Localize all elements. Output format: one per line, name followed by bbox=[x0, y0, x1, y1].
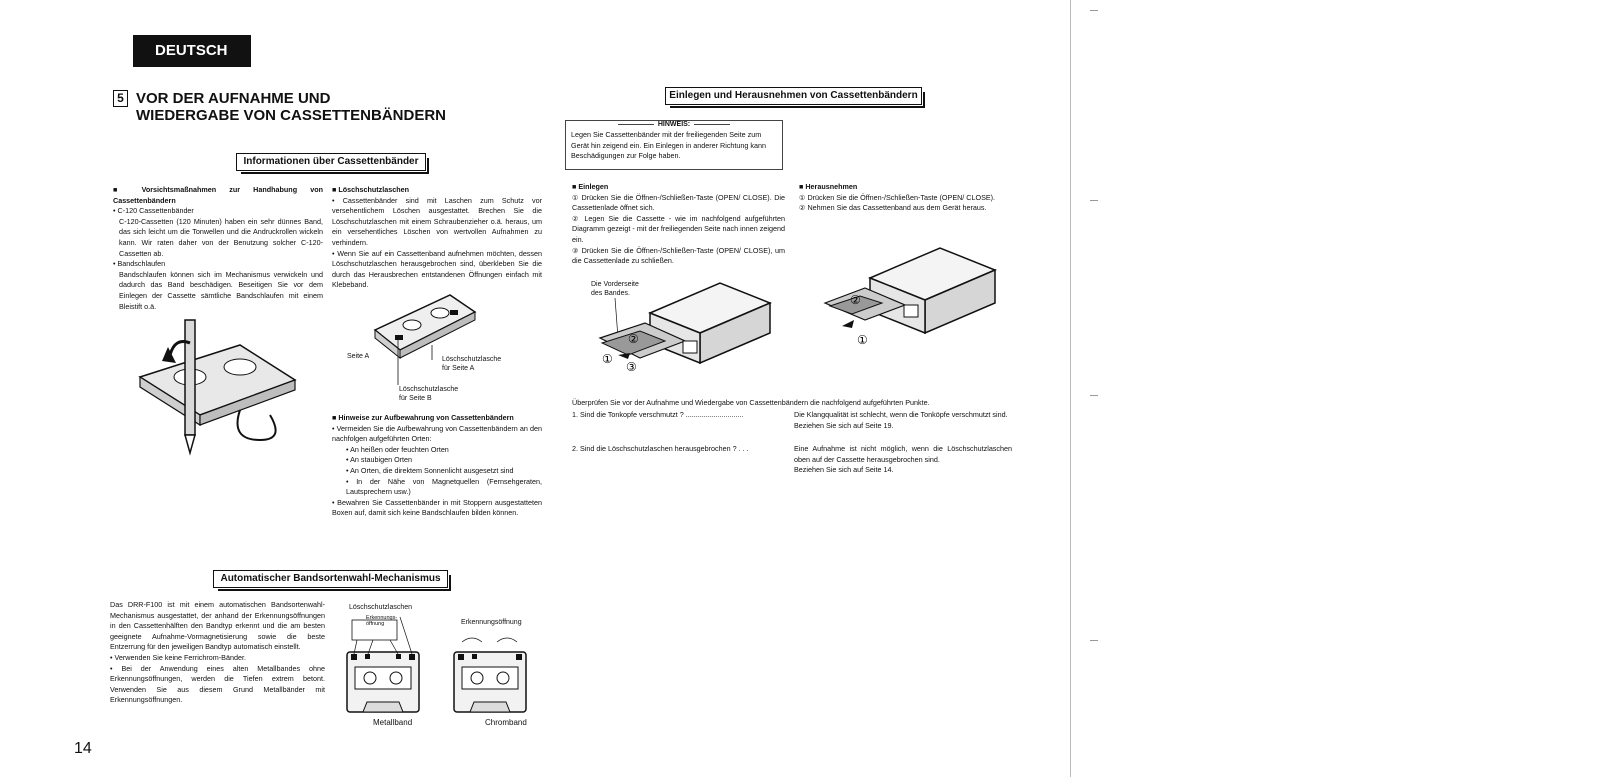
auto-text bbox=[110, 600, 325, 706]
protection-text bbox=[332, 185, 542, 291]
language-tab: DEUTSCH bbox=[133, 35, 251, 67]
einlegen-step1: ① Drücken Sie die Öffnen-/Schließen-Taste (OPEN/ CLOSE). Die Cassettenlade öffnet sich. bbox=[572, 192, 785, 213]
fig-tab-b-label bbox=[399, 385, 458, 403]
handling-heading: ■ Vorsichtsmaßnahmen zur Handhabung von Cassettenbändern bbox=[113, 185, 323, 205]
fig-side-a-label: Seite A bbox=[347, 353, 370, 360]
einlegen-heading: ■ Einlegen bbox=[572, 182, 609, 191]
c120-title: • C-120 Cassettenbänder bbox=[113, 206, 194, 216]
edge-tick bbox=[1090, 10, 1098, 11]
edge-tick bbox=[1090, 200, 1098, 201]
herausnehmen-step1: ① Drücken Sie die Öffnen-/Schließen-Taste (OPEN/ CLOSE). bbox=[799, 192, 996, 202]
deck-eject-illustration bbox=[820, 248, 1000, 353]
herausnehmen-heading: ■ Herausnehmen bbox=[799, 182, 858, 191]
hinweis-box bbox=[565, 120, 783, 170]
storage-s2: • Bewahren Sie Cassettenbänder in mit Stoppern ausgestatteten Boxen auf, damit sich keine Bandschlaufen bilden können. bbox=[332, 497, 542, 518]
fig-erk-label: Erkennungsöffnung bbox=[461, 619, 522, 626]
auto-b2: • Bei der Anwendung eines alten Metallbandes ohne Erkennungsöffnungen, werden die Tiefen extrem betont. Verwenden Sie aus diesem Grund Metallbänder mit Erkennungsöffnungen. bbox=[110, 663, 325, 705]
fig-erk-small-line2: öffnung bbox=[366, 621, 385, 627]
page-edge-divider bbox=[1070, 0, 1071, 777]
caption-metal: Metallband bbox=[373, 718, 413, 727]
chrome-cassette-illustration bbox=[452, 620, 532, 720]
circle-1-label: ① bbox=[602, 352, 613, 366]
caption-chrom: Chromband bbox=[485, 718, 527, 727]
pencil-cassette-illustration bbox=[130, 315, 300, 460]
section-title-line1: VOR DER AUFNAHME UND bbox=[136, 90, 331, 107]
loops-title: • Bandschlaufen bbox=[113, 259, 166, 269]
check-a1-ref: Beziehen Sie sich auf Seite 19. bbox=[794, 420, 894, 430]
storage-s1b: • An staubigen Orten bbox=[346, 455, 413, 465]
storage-s1d: • In der Nähe von Magnetquellen (Fernsehgeraten, Lautsprechern usw.) bbox=[346, 476, 542, 497]
storage-s1: • Vermeiden Sie die Aufbewahrung von Cassettenbändern an den nachfolgen aufgeführten Orten: bbox=[332, 423, 542, 444]
check-a2-ref: Beziehen Sie sich auf Seite 14. bbox=[794, 465, 894, 475]
handling-text bbox=[113, 185, 323, 312]
page-number: 14 bbox=[74, 740, 92, 757]
auto-heading: Automatischer Bandsortenwahl-Mechanismus bbox=[213, 570, 448, 588]
load-heading: Einlegen und Herausnehmen von Cassettenbändern bbox=[665, 87, 922, 105]
section-number: 5 bbox=[113, 90, 128, 107]
fig-loesch-label: Löschschutzlaschen bbox=[349, 604, 413, 611]
check-a2 bbox=[794, 444, 1012, 476]
herausnehmen-text bbox=[799, 182, 1014, 214]
check-q2: 2. Sind die Löschschutzlaschen herausgebrochen ? . . . bbox=[572, 444, 749, 453]
herausnehmen-step2: ② Nehmen Sie das Cassettenband aus dem Gerät heraus. bbox=[799, 203, 987, 213]
fig-front-line2: des Bandes. bbox=[591, 290, 630, 297]
c120-text: C-120-Cassetten (120 Minuten) haben ein sehr dünnes Band, das sich leicht um die Tonwellen und die Andruckrollen wickeln kann. Wir raten daher von der Benutzung solcher C-120-Cassetten ab. bbox=[119, 216, 323, 258]
loops-text: Bandschlaufen können sich im Mechanismus verwickeln und dadurch das Band beschädigen. Beseitigen Sie vor dem Einlegen der Cassette sämtliche Bandschlaufen mit einem Bleistift o.ä. bbox=[119, 269, 323, 311]
info-heading: Informationen über Cassettenbänder bbox=[236, 153, 426, 171]
storage-text bbox=[332, 413, 542, 519]
eject-circle-2-label: ② bbox=[850, 293, 861, 307]
metal-cassette-illustration bbox=[345, 612, 425, 722]
check-a1-text: Die Klangqualität ist schlecht, wenn die Tonköpfe verschmutzt sind. bbox=[794, 410, 1008, 419]
fig-tab-b-line2: für Seite B bbox=[399, 395, 432, 402]
check-a2-text: Eine Aufnahme ist nicht möglich, wenn die Löschschutzlaschen oben auf der Cassette herausgebrochen sind. bbox=[794, 444, 1012, 464]
fig-tab-a-label bbox=[442, 355, 501, 373]
einlegen-step2: ② Legen Sie die Cassette - wie im nachfolgend aufgeführten Diagramm gezeigt - mit der freiliegenden Seite nach innen zeigend ein. bbox=[572, 213, 785, 244]
hinweis-title: HINWEIS: bbox=[566, 120, 782, 131]
storage-s1a: • An heißen oder feuchten Orten bbox=[346, 444, 449, 454]
hinweis-text: Legen Sie Cassettenbänder mit der freiliegenden Seite zum Gerät hin zeigend ein. Ein Einlegen in anderer Richtung kann Beschädigungen zur Folge haben. bbox=[571, 130, 766, 161]
check-intro: Überprüfen Sie vor der Aufnahme und Wiedergabe von Cassettenbändern die nachfolgend aufgeführten Punkte. bbox=[572, 398, 930, 407]
protection-heading: ■ Löschschutzlaschen bbox=[332, 185, 410, 194]
edge-tick bbox=[1090, 640, 1098, 641]
protection-b1: • Cassettenbänder sind mit Laschen zum Schutz vor versehentlichem Löschen ausgestattet. Brechen Sie die Löschschutzlaschen mit einem Schraubenzieher o.ä. heraus, um ein versehentliches Löschen von wertvollen Aufnahmen zu verhindern. bbox=[332, 195, 542, 247]
deck-insert-illustration bbox=[590, 283, 780, 383]
fig-front-line1: Die Vorderseite bbox=[591, 281, 639, 288]
auto-p1: Das DRR-F100 ist mit einem automatischen Bandsortenwahl-Mechanismus ausgestattet, der anhand der Erkennungsöffnungen in den Cassettenhälften den Bandtyp erkennt und die am besten geeignete Aufnahme-Vormagnetisierung sowie die beste Entzerrung für den jeweiligen Bandtyp automatisch einstellt. bbox=[110, 600, 325, 652]
protection-b2: • Wenn Sie auf ein Cassettenband aufnehmen möchten, dessen Löschschutzlaschen herausgebrochen sind, überkleben Sie die durch das Herausbrechen entstandenen Öffnungen einfach mit Klebeband. bbox=[332, 248, 542, 290]
check-q1: 1. Sind die Tonkopfe verschmutzt ? ............................. bbox=[572, 410, 744, 419]
circle-2-label: ② bbox=[628, 332, 639, 346]
circle-3-label: ③ bbox=[626, 360, 637, 374]
einlegen-step3: ③ Drücken Sie die Öffnen-/Schließen-Taste (OPEN/ CLOSE), um die Cassettenlade zu schließen. bbox=[572, 245, 785, 266]
fig-erk-small-line1: Erkennungs- bbox=[366, 615, 398, 621]
einlegen-text bbox=[572, 182, 785, 267]
section-title-line2: WIEDERGABE VON CASSETTENBÄNDERN bbox=[136, 107, 447, 124]
section-title bbox=[113, 90, 533, 124]
fig-tab-a-line2: für Seite A bbox=[442, 365, 475, 372]
check-a1 bbox=[794, 410, 1012, 431]
fig-tab-a-line1: Löschschutzlasche bbox=[442, 356, 502, 363]
auto-b1: • Verwenden Sie keine Ferrichrom-Bänder. bbox=[110, 652, 246, 662]
storage-heading: ■ Hinweise zur Aufbewahrung von Cassettenbändern bbox=[332, 413, 514, 422]
eject-circle-1-label: ① bbox=[857, 333, 868, 347]
storage-s1c: • An Orten, die direktem Sonnenlicht ausgesetzt sind bbox=[346, 465, 514, 475]
fig-tab-b-line1: Löschschutzlasche bbox=[399, 386, 459, 393]
edge-tick bbox=[1090, 395, 1098, 396]
